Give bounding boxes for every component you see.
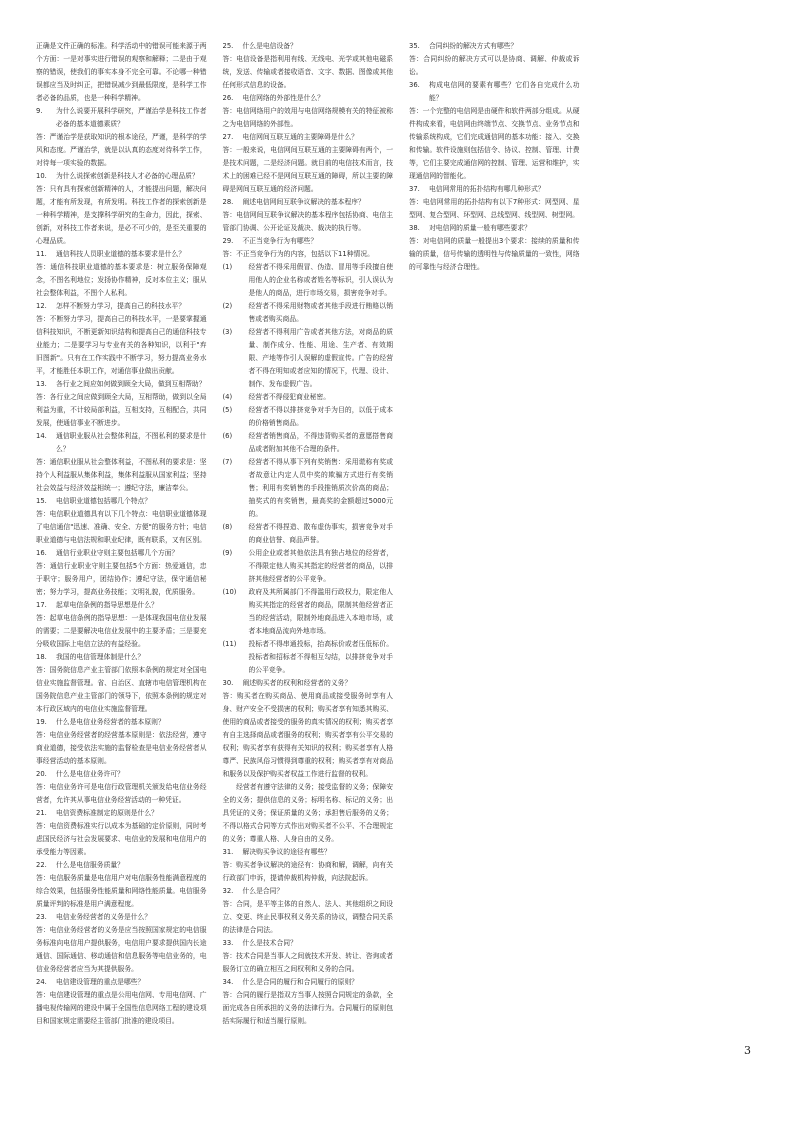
question-number: 21. [36,809,47,817]
list-item-text: 经营者不得侵犯商业秘密。 [248,393,331,401]
qa-item [36,859,207,911]
question [409,40,580,53]
question-number: 24. [36,978,47,986]
qa-item [36,430,207,495]
qa-item [223,846,394,885]
list-item-number: (1) [222,263,233,271]
question-text: 阐述电信网间互联争议解决的基本程序？ [242,198,365,206]
list-item-number: (2) [222,302,233,310]
answer-text: 答：只有具有探索创新精神的人，才能提出问题，解决问题，才能有所发现，有所发明。科技工作者的探索创新是一种科学精神，是支撑科学研究的生命力，因此，探索、创新，对科技工作者来说，是必不可少的，是至关重要的心理品质。 [36,185,207,245]
question [223,976,394,989]
question [223,846,394,859]
question-number: 9. [36,107,43,115]
list-item-text: 经营者销售商品，不得违背购买者的意愿搭售商品或者附加其他不合理的条件。 [248,432,393,453]
qa-item [36,105,207,170]
question-text: 什么是合同的履行和合同履行的原则？ [242,978,359,986]
list-item-number: (8) [222,523,233,531]
question-text: 电信资费标准制定的原则是什么？ [56,809,158,817]
qa-item [223,40,394,92]
qa-item [223,677,394,781]
answer-text: 答：电信资费标准实行以成本为基础的定价原则，同时考虑国民经济与社会发展要求、电信业的发展和电信用户的承受能力等因素。 [36,822,207,856]
question [223,196,394,209]
list-item-text: 经营者不得以排挤竞争对手为目的，以低于成本的价格销售商品。 [248,406,393,427]
qa-item [36,807,207,859]
question-number: 29. [222,237,234,245]
body-paragraph: 经营者有遵守法律的义务；接受监督的义务；保障安全的义务；提供信息的义务；标明名称、标记的义务；出具凭证的义务；保证质量的义务；承担售后服务的义务；不得以格式合同等方式作出对购买者不公平、不合理规定的义务；尊重人格、人身自由的义务。 [222,783,393,843]
question [36,547,207,560]
question-number: 33. [222,939,234,947]
question [36,859,207,872]
answer-text: 答：电信网间互联争议解决的基本程序包括协商、电信主管部门协调、公开论证及裁决、裁决的执行等。 [222,211,393,232]
qa-item [409,222,580,274]
list-item-number: (10) [222,588,237,596]
answer-text: 答：电信职业道德具有以下几个特点：电信职业道德体现了电信通信"迅速、准确、安全、方便"的服务方针；电信职业道德与电信法规和职业纪律，既有联系，又有区别。 [36,510,207,544]
qa-item [36,651,207,716]
question-number: 12. [36,302,47,310]
question [36,430,207,456]
answer-text: 答：合同的履行是指双方当事人按照合同规定的条款，全面完成各自所承担的义务的法律行为。合同履行的原则包括实际履行和适当履行原则。 [222,991,393,1025]
answer-text: 答：电信网络用户的效用与电信网络规模有关的特征被称之为电信网络的外部性。 [222,107,393,128]
question-text: 什么是电信设备？ [242,42,297,50]
question-text: 解决购买争议的途径有哪些？ [242,848,331,856]
question-number: 28. [222,198,234,206]
question [36,911,207,924]
question-text: 为什么说探索创新是科技人才必备的心理品质？ [56,172,199,180]
list-item [223,261,394,300]
question-number: 13. [36,380,47,388]
question-number: 23. [36,913,47,921]
list-item [223,547,394,586]
question-text: 电信建设管理的重点是哪些？ [56,978,145,986]
question-text: 对电信网的质量一般有哪些要求？ [429,224,531,232]
question-text: 电信网络的外部性是什么？ [242,94,325,102]
question-text: 电信网间互联互通的主要障碍是什么？ [242,133,359,141]
qa-item [36,976,207,1028]
qa-item [36,911,207,976]
question-text: 通信行业职业守则主要包括哪几个方面？ [56,549,179,557]
qa-item [223,937,394,976]
qa-item [223,885,394,937]
question-text: 我国的电信管理体制是什么？ [56,653,145,661]
list-item [223,521,394,547]
list-item-text: 经营者不得利用广告或者其他方法，对商品的质量、制作成分、性能、用途、生产者、有效期限、产地等作引人误解的虚假宣传。广告的经营者不得在明知或者应知的情况下，代理、设计、制作、发布虚假广告。 [248,328,393,388]
question-text: 电信职业道德包括哪几个特点？ [56,497,152,505]
question [36,170,207,183]
question-number: 37. [409,185,420,193]
qa-item [409,79,580,183]
qa-item [36,248,207,300]
question [409,79,580,105]
question-number: 20. [36,770,47,778]
question [223,937,394,950]
list-item-number: (4) [222,393,233,401]
question-number: 35. [409,42,420,50]
list-item-text: 投标者不得串通投标，抬高标价或者压低标价。投标者和招标者不得相互勾结，以排挤竞争对手的公平竞争。 [248,640,393,674]
answer-text: 答：通信行业职业守则主要包括5个方面：热爱通信，忠于职守；服务用户，团结协作；遵纪守法，保守通信秘密；努力学习，提高业务技能；文明礼貌，优质服务。 [36,562,207,596]
question-number: 30. [222,679,234,687]
list-item-text: 经营者不得采用假冒、伪造、冒用等手段擅自使用他人的企业名称或者姓名等标识，引人误认为是他人的商品，进行市场交易，损害竞争对手。 [248,263,393,297]
list-item-number: (3) [222,328,233,336]
question-number: 25. [222,42,234,50]
question [36,807,207,820]
question-number: 32. [222,887,234,895]
qa-item [36,300,207,378]
question [223,235,394,248]
qa-item [36,170,207,248]
list-item [223,430,394,456]
list-item [223,326,394,391]
question [36,651,207,664]
question-number: 14. [36,432,47,440]
list-item-text: 公用企业或者其他依法具有独占地位的经营者，不得限定他人购买其指定的经营者的商品，以排挤其他经营者的公平竞争。 [248,549,393,583]
question-number: 26. [222,94,234,102]
qa-item [409,40,580,79]
answer-text: 答：电信网常用的拓扑结构有以下7种形式：网型网、星型网、复合型网、环型网、总线型网、线型网、树型网。 [409,198,580,219]
qa-item [36,716,207,768]
question-number: 17. [36,601,47,609]
question [36,248,207,261]
answer-text: 答：购买者在购买商品、使用商品或接受服务时享有人身、财产安全不受损害的权利；购买者享有知悉其购买、使用的商品或者接受的服务的真实情况的权利；购买者享有自主选择商品或者服务的权利；购买者享有公平交易的权利；购买者享有获得有关知识的权利；购买者享有人格尊严、民族风俗习惯得到尊重的权利；购买者享有对商品和服务以及保护购买者权益工作进行监督的权利。 [222,692,393,778]
question-text: 起草电信条例的指导思想是什么？ [56,601,158,609]
question-number: 38. [409,224,420,232]
answer-text: 答：通信职业服从社会整体利益，不图私利的要求是：坚持个人利益服从集体利益，集体利益服从国家利益；坚持社会效益与经济效益相统一；遵纪守法，廉洁奉公。 [36,458,207,492]
list-item-text: 经营者不得从事下列有奖销售：采用谎称有奖或者故意让内定人员中奖的欺骗方式进行有奖销售；利用有奖销售的手段推销质次价高的商品；抽奖式的有奖销售，最高奖的金额超过5000元的。 [248,458,393,518]
answer-text: 答：国务院信息产业主管部门依照本条例的规定对全国电信业实施监督管理。省、自治区、直辖市电信管理机构在国务院信息产业主管部门的领导下，依照本条例的规定对本行政区域内的电信业实施监督管理。 [36,666,207,713]
list-item [223,404,394,430]
list-item-number: (9) [222,549,233,557]
answer-text: 答：电信建设管理的重点是公用电信网、专用电信网、广播电视传输网的建设中属于全国性信息网络工程的建设项目和国家规定需要经主管部门批准的建设项目。 [36,991,207,1025]
answer-text: 答：购买者争议解决的途径有：协商和解，调解，向有关行政部门申诉，提请仲裁机构仲裁，向法院起诉。 [222,861,393,882]
answer-text: 答：各行业之间应做到顾全大局，互相帮助，做到以全局利益为重，不计较局部利益，互相支持，互相配合，共同发展，使通信事业不断进步。 [36,393,207,427]
answer-text: 答：通信科技职业道德的基本要求是：树立服务保障观念，不图名利地位；发扬协作精神，反对本位主义；服从社会整体利益，不图个人私利。 [36,263,207,297]
question-number: 31. [222,848,234,856]
answer-text: 答：严谨治学是获取知识的根本途径，严谨，是科学的学风和态度。严谨治学，就是以认真的态度对待科学工作，对待每一项实验的数据。 [36,133,207,167]
list-item-number: (5) [222,406,233,414]
question-number: 22. [36,861,47,869]
question [36,716,207,729]
question [223,677,394,690]
question [223,885,394,898]
question-number: 15. [36,497,47,505]
list-item [223,456,394,521]
answer-text: 答：一般来说，电信网间互联互通的主要障碍有两个，一是技术问题，二是经济问题。就目前的电信技术而言，技术上的困难已经不是网间互联互通的障碍，所以主要的障碍是网间互联互通的经济问题。 [222,146,393,193]
list-item-text: 经营者不得采用财物或者其他手段进行贿赂以销售或者购买商品。 [248,302,393,323]
qa-item [223,196,394,235]
question-text: 为什么说要开展科学研究，严谨治学是科技工作者必备的基本道德素质？ [56,107,207,128]
list-item-number: (7) [222,458,233,466]
answer-text: 答：技术合同是当事人之间就技术开发、转让、咨询或者服务订立的确立相互之间权利和义务的合同。 [222,952,393,973]
question-text: 构成电信网的要素有哪些？它们各自完成什么功能？ [429,81,580,102]
list-item-text: 经营者不得捏造、散布虚伪事实，损害竞争对手的商业信誉、商品声誉。 [248,523,393,544]
question [409,183,580,196]
answer-text: 答：对电信网的质量一般提出3个要求：接续的质量和传输的质量，信号传输的透明性与传输质量的一致性，网络的可靠性与经济合理性。 [409,237,580,271]
qa-item [223,235,394,261]
question-text: 什么是电信服务质量？ [56,861,124,869]
question [409,222,580,235]
question [223,131,394,144]
question-text: 不正当竞争行为有哪些？ [242,237,318,245]
answer-text: 答：电信业务经营者的义务是应当按照国家规定的电信服务标准向电信用户提供服务，电信用户要求提供国内长途通信、国际通信、移动通信和信息服务等电信业务的，电信业务经营者应当为其提供服务。 [36,926,207,973]
question-number: 16. [36,549,47,557]
question-number: 10. [36,172,47,180]
answer-text: 答：合同，是平等主体的自然人、法人、其他组织之间设立、变更、终止民事权利义务关系的协议，调整合同关系的法律是合同法。 [222,900,393,934]
question-number: 36. [409,81,420,89]
question-text: 什么是电信业务经营者的基本原则？ [56,718,165,726]
answer-text: 答：不正当竞争行为的内容，包括以下11种情况。 [222,250,374,258]
qa-item [36,378,207,430]
question-text: 合同纠纷的解决方式有哪些？ [429,42,518,50]
question-number: 34. [222,978,234,986]
question-number: 27. [222,133,234,141]
list-item-text: 政府及其所属部门不得滥用行政权力，限定他人购买其指定的经营者的商品，限制其他经营者正当的经营活动，限制外地商品进入本地市场，或者本地商品流向外地市场。 [248,588,393,635]
answer-text: 答：一个完整的电信网是由硬件和软件两部分组成。从硬件构成来看，电信网由终端节点、交换节点、业务节点和传输系统构成，它们完成通信网的基本功能：接入、交换和传输。软件设施则包括信令、协议、控制、管理、计费等，它们主要完成通信网的控制、管理、运营和维护，实现通信网的智能化。 [409,107,580,180]
question-text: 阐述购买者的权利和经营者的义务？ [242,679,352,687]
list-item [223,300,394,326]
question [36,378,207,391]
question [36,976,207,989]
question [36,105,207,131]
question-number: 11. [36,250,47,258]
question-text: 什么是合同？ [242,887,284,895]
qa-item [223,131,394,196]
answer-text: 答：不断努力学习，提高自己的科技水平，一是要掌握通信科技知识，不断更新知识结构和提高自己的通信科技专业能力；二是要学习与专业有关的各种知识，以利于"弃旧图新"。只有在工作实践中不断学习，努力提高业务水平，才能胜任本职工作，对通信事业做出贡献。 [36,315,207,375]
list-item-number: (6) [222,432,233,440]
answer-text: 答：电信业务许可是电信行政管理机关颁发给电信业务经营者，允许其从事电信业务经营活动的一种凭证。 [36,783,207,804]
question [223,40,394,53]
question [36,768,207,781]
question-text: 电信网常用的拓扑结构有哪几种形式？ [429,185,545,193]
question-text: 通信职业服从社会整体利益，不图私利的要求是什么？ [56,432,207,453]
answer-text: 答：起草电信条例的指导思想：一是体现我国电信业发展的需要；二是要解决电信业发展中的主要矛盾；三是要充分吸收国际上电信立法的有益经验。 [36,614,207,648]
answer-text: 答：电信设备是指利用有线、无线电、光学或其他电磁系统，发送、传输或者接收语音、文字、数据、图像或其他任何形式信息的设备。 [222,55,393,89]
document-page [36,40,766,1040]
question [36,300,207,313]
question [223,92,394,105]
question-text: 各行业之间应如何做到顾全大局，做到互相帮助？ [56,380,206,388]
qa-item [36,547,207,599]
answer-text: 答：电信业务经营者的经营基本原则是：依法经营，遵守商业道德，接受依法实施的监督检查是电信业务经营者从事经营活动的基本原则。 [36,731,207,765]
qa-item [223,92,394,131]
qa-item [223,976,394,1028]
question-text: 什么是技术合同？ [242,939,297,947]
answer-text: 答：电信服务质量是电信用户对电信服务性能满意程度的综合效果，包括服务性能质量和网络性能质量。电信服务质量评判的标准是用户满意程度。 [36,874,207,908]
page-number: 3 [744,1044,751,1057]
list-item [223,638,394,677]
qa-item [36,768,207,807]
qa-item [36,495,207,547]
question-text: 电信业务经营者的义务是什么？ [56,913,152,921]
list-item-number: (11) [222,640,237,648]
body-paragraph: 正确是文件正确的标准。科学活动中的错误可能来源于两个方面：一是对事实进行错误的观察和解释；二是由于观察的错误，使我们的事实本身不完全可靠。不论哪一种错误都应当及时纠正，把错误减少到最低限度，是科学工作者必备的品质，也是一种科学精神。 [36,42,207,102]
question-number: 18. [36,653,47,661]
question-text: 怎样不断努力学习，提高自己的科技水平？ [56,302,186,310]
question [36,599,207,612]
question [36,495,207,508]
answer-text: 答：合同纠纷的解决方式可以是协商、调解、仲裁或诉讼。 [409,55,580,76]
list-item [223,586,394,638]
question-text: 什么是电信业务许可？ [56,770,124,778]
list-item [223,391,394,404]
qa-item [36,599,207,651]
question-number: 19. [36,718,47,726]
qa-item [409,183,580,222]
question-text: 通信科技人员职业道德的基本要求是什么？ [56,250,186,258]
